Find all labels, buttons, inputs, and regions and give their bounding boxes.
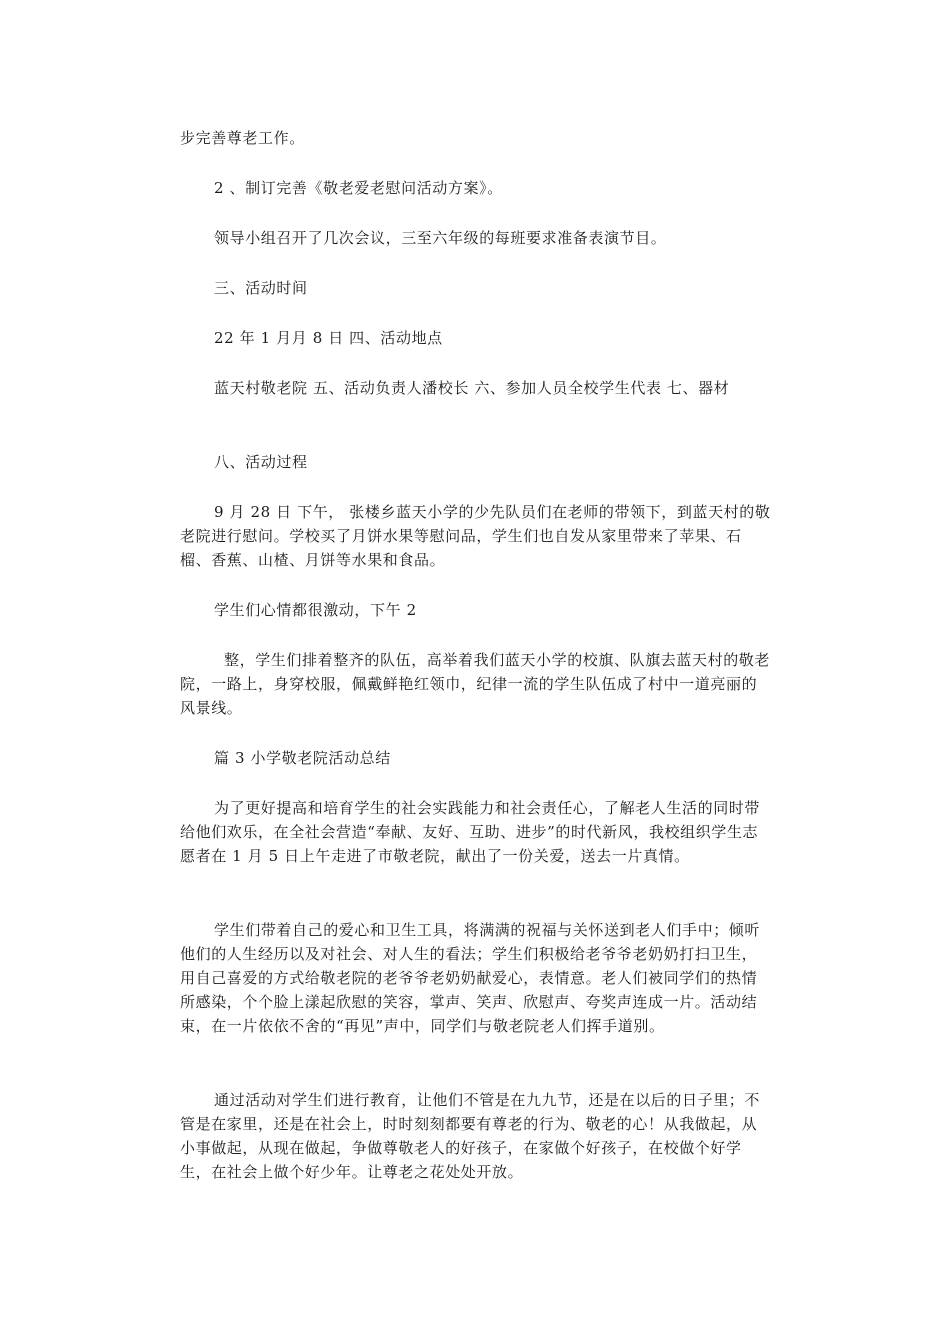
paragraph-activities: 学生们带着自己的爱心和卫生工具，将满满的祝福与关怀送到老人们手中；倾听他们的人生经历以及对社会、对人生的看法；学生们积极给老爷爷老奶奶打扫卫生，用自己喜爱的方式给敬老院的老爷爷老奶奶献爱心，表情意。老人们被同学们的热情所感染，个个脸上漾起欣慰的笑容，掌声、笑声、欣慰声、夸奖声连成一片。活动结束，在一片依依不舍的“再见”声中，同学们与敬老院老人们挥手道别。 bbox=[180, 921, 761, 1035]
paragraph-process: 9 月 28 日 下午， 张楼乡蓝天小学的少先队员们在老师的带领下，到蓝天村的敬老院进行慰问。学校买了月饼水果等慰问品，学生们也自发从家里带来了苹果、石榴、香蕉、山楂、月饼等水果和食品。 bbox=[180, 503, 771, 569]
paragraph-3: 领导小组召开了几次会议，三至六年级的每班要求准备表演节目。 bbox=[214, 229, 667, 247]
article-heading: 篇 3 小学敬老院活动总结 bbox=[214, 749, 391, 767]
section-heading-process: 八、活动过程 bbox=[214, 453, 308, 471]
paragraph-mood: 学生们心情都很激动，下午 2 bbox=[214, 601, 417, 619]
paragraph-march: 整，学生们排着整齐的队伍，高举着我们蓝天小学的校旗、队旗去蓝天村的敬老院，一路上，身穿校服，佩戴鲜艳红领巾，纪律一流的学生队伍成了村中一道亮丽的风景线。 bbox=[180, 651, 771, 717]
section-heading-time: 三、活动时间 bbox=[214, 279, 308, 297]
paragraph-intro: 为了更好提高和培育学生的社会实践能力和社会责任心，了解老人生活的同时带给他们欢乐，在全社会营造“奉献、友好、互助、进步”的时代新风，我校组织学生志愿者在 1 月 5 日上午走进了市敬老院，献出了一份关爱，送去一片真情。 bbox=[180, 799, 761, 865]
paragraph-date-location: 22 年 1 月月 8 日 四、活动地点 bbox=[214, 329, 443, 347]
paragraph-1: 步完善尊老工作。 bbox=[180, 129, 305, 147]
paragraph-conclusion: 通过活动对学生们进行教育，让他们不管是在九九节，还是在以后的日子里；不管是在家里，还是在社会上，时时刻刻都要有尊老的行为、敬老的心！从我做起，从小事做起，从现在做起，争做尊敬老人的好孩子，在家做个好孩子，在校做个好学生，在社会上做个好少年。让尊老之花处处开放。 bbox=[180, 1091, 761, 1181]
paragraph-2: 2 、制订完善《敬老爱老慰问活动方案》。 bbox=[214, 179, 503, 197]
paragraph-details: 蓝天村敬老院 五、活动负责人潘校长 六、参加人员全校学生代表 七、器材 bbox=[214, 379, 730, 397]
